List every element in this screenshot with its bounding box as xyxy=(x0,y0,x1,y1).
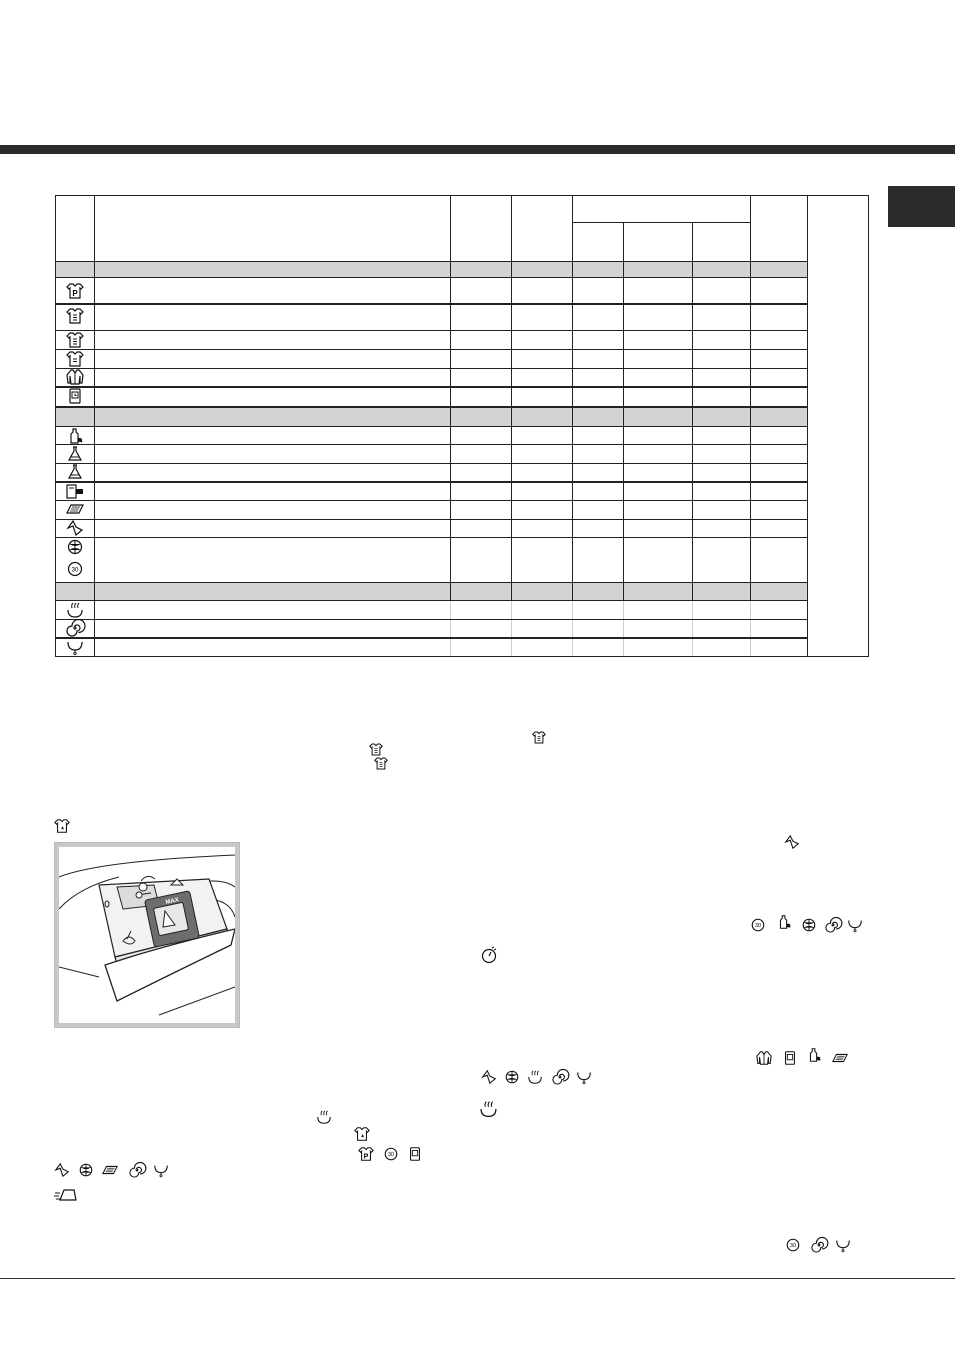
drain-icon xyxy=(576,1069,592,1085)
shirt-lines-icon xyxy=(374,757,388,770)
laundry-box-icon xyxy=(66,483,84,499)
shirt-lines-icon xyxy=(532,731,546,744)
detergent-drawer-illustration xyxy=(54,842,240,1028)
silk-icon xyxy=(481,1069,497,1085)
footer-rule xyxy=(0,1278,955,1279)
shirt-lines-icon xyxy=(369,743,383,756)
ball-icon xyxy=(66,539,84,555)
jacket-icon xyxy=(756,1050,772,1066)
shirt-p-icon xyxy=(358,1146,374,1162)
ball-icon xyxy=(801,917,817,933)
flask-icon xyxy=(66,446,84,462)
drain-icon xyxy=(66,639,84,655)
rinse-icon xyxy=(527,1069,543,1085)
shirt-lines-icon xyxy=(66,308,84,324)
svg-text:30: 30 xyxy=(790,1243,796,1250)
svg-text:P: P xyxy=(72,289,78,298)
wool-tray-icon xyxy=(832,1050,848,1066)
svg-text:30: 30 xyxy=(71,567,79,574)
drain-icon xyxy=(847,917,863,933)
flask-icon xyxy=(66,464,84,480)
wool-tray-icon xyxy=(102,1162,118,1178)
program-table xyxy=(55,195,869,657)
shirt-dash-icon xyxy=(66,351,84,367)
ball-icon xyxy=(504,1069,520,1085)
spin-icon xyxy=(811,1237,827,1253)
rinse-icon xyxy=(316,1109,332,1125)
timer-icon xyxy=(480,946,498,964)
silk-icon xyxy=(54,1162,70,1178)
baby-bottle-icon xyxy=(66,428,84,444)
ball-icon xyxy=(78,1162,94,1178)
svg-text:30: 30 xyxy=(388,1152,394,1159)
spin-icon xyxy=(66,620,84,636)
wool-tray-icon xyxy=(66,501,84,517)
door-clock-icon xyxy=(782,1050,798,1066)
svg-text:P: P xyxy=(363,1152,369,1161)
language-tab xyxy=(888,186,955,227)
jacket-icon xyxy=(66,369,84,385)
shirt-lines-icon xyxy=(66,332,84,348)
svg-text:30: 30 xyxy=(755,923,761,930)
shirt-stain-icon xyxy=(54,818,70,834)
iron-icon xyxy=(54,1188,78,1202)
clock-30-icon xyxy=(383,1146,399,1162)
clock-30-icon xyxy=(750,917,766,933)
spin-icon xyxy=(129,1162,145,1178)
shirt-p-icon xyxy=(66,283,84,299)
rinse-icon xyxy=(66,602,84,618)
drain-icon xyxy=(153,1162,169,1178)
baby-bottle-icon xyxy=(776,914,792,930)
spin-icon xyxy=(825,917,841,933)
clock-30-icon xyxy=(785,1237,801,1253)
door-clock-icon xyxy=(407,1146,423,1162)
spin-icon xyxy=(552,1069,568,1085)
silk-icon xyxy=(784,834,800,850)
drain-icon xyxy=(835,1237,851,1253)
header-rule xyxy=(0,145,955,154)
shirt-stain-icon xyxy=(354,1126,370,1142)
drawer-max-label: MAX xyxy=(165,897,180,906)
baby-bottle-icon xyxy=(806,1047,822,1063)
clock-30-icon xyxy=(66,561,84,577)
rinse-icon xyxy=(479,1100,498,1118)
door-clock-icon xyxy=(66,388,84,404)
silk-icon xyxy=(66,520,84,536)
